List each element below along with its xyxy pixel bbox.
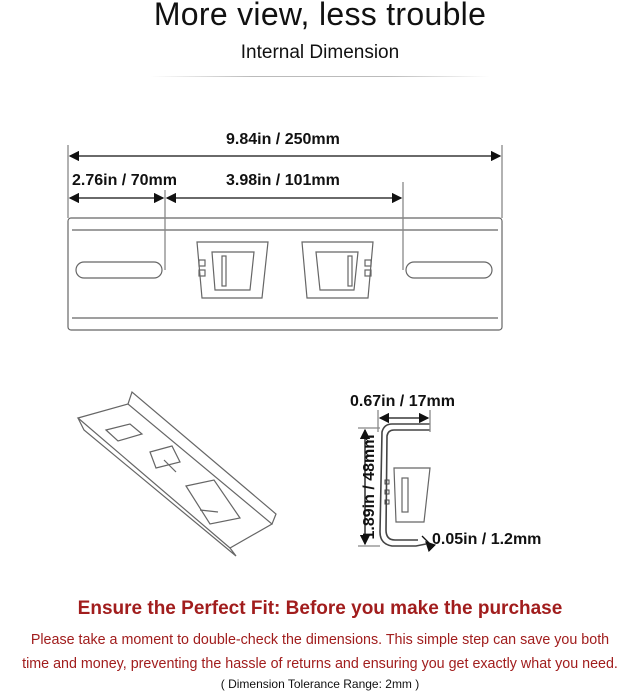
- fit-description-line-2: time and money, preventing the hassle of returns and ensuring you get exactly what you need.: [22, 656, 618, 672]
- page-title: More view, less trouble: [153, 0, 487, 32]
- fit-description: [0, 628, 640, 676]
- dimension-lines-top: [68, 145, 502, 270]
- bracket-side-profile: [380, 424, 430, 546]
- overall-length-label: 9.84in / 250mm: [226, 131, 340, 148]
- thickness-label: 0.05in / 1.2mm: [432, 531, 542, 548]
- left-slot: [76, 262, 162, 278]
- fit-description-line-1: Please take a moment to double-check the dimensions. This simple step can save you both: [30, 632, 610, 648]
- bracket-top-view: [68, 218, 502, 330]
- slot-to-slot-label: 3.98in / 101mm: [226, 172, 340, 189]
- right-slot: [406, 262, 492, 278]
- bracket-perspective-view: [78, 392, 276, 556]
- fit-heading: Ensure the Perfect Fit: Before you make the purchase: [77, 598, 563, 619]
- page-subtitle: Internal Dimension: [240, 42, 400, 63]
- tolerance-note: ( Dimension Tolerance Range: 2mm ): [220, 677, 420, 691]
- end-to-slot-label: 2.76in / 70mm: [72, 172, 177, 189]
- flange-width-label: 0.67in / 17mm: [350, 393, 455, 410]
- height-label: 1.89in / 48mm: [361, 434, 378, 540]
